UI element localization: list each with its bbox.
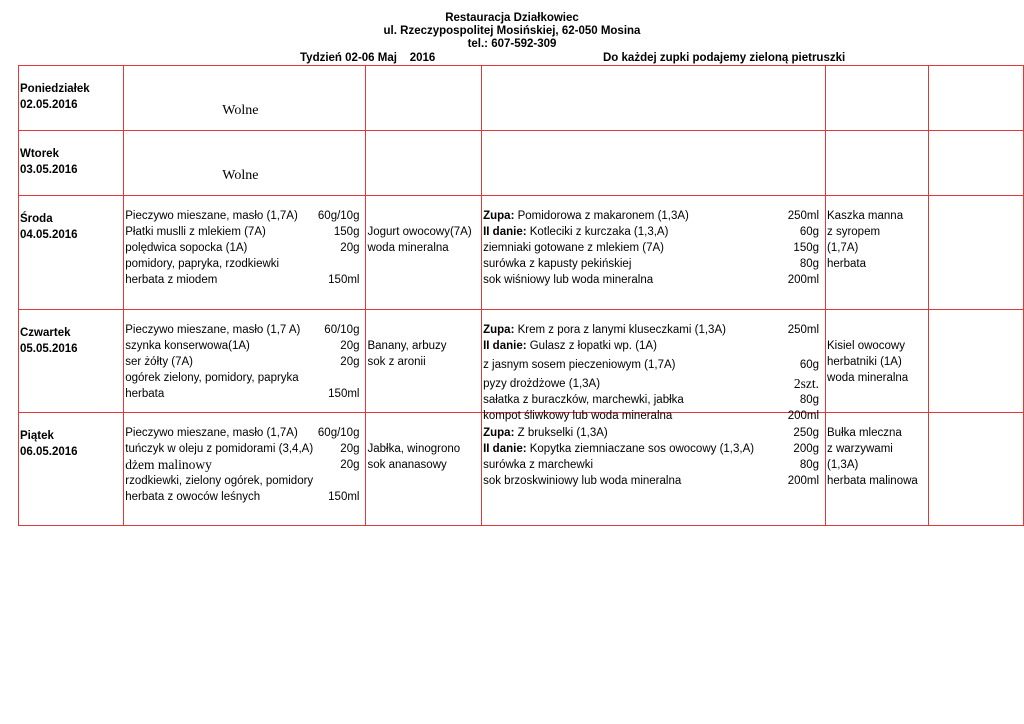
item-name: pomidory, papryka, rzodkiewki [125,258,280,270]
soup-note: Do każdej zupki podajemy zieloną pietruszki [603,52,846,64]
cell-content [124,196,365,309]
snack-cell [366,310,482,413]
day-name: Poniedziałek [20,83,90,95]
item-text: Pomidorowa z makaronem (1,3A) [514,210,689,222]
cell-content [482,196,825,309]
lunch-item [482,240,825,256]
dinner-item [826,441,928,457]
dinner-cell [826,196,929,310]
item-name [483,208,689,224]
breakfast-item [124,322,365,338]
cell-content [482,310,825,422]
dinner-item [826,425,928,441]
item-qty: 250ml [787,324,820,336]
breakfast-item [124,489,365,505]
dinner-item [826,240,928,256]
cell-content [19,310,123,412]
cell-content [366,131,481,195]
breakfast-item [124,256,365,272]
snack-item [366,240,481,256]
breakfast-item [124,473,365,489]
lunch-cell [482,196,826,310]
snack-cell [366,66,482,131]
item-name: Płatki muslli z mlekiem (7A) [125,226,266,238]
breakfast-item [124,386,365,402]
cell-content [366,413,481,525]
item-name: sok ananasowy [367,459,447,471]
lunch-item [482,272,825,288]
cell-content [929,131,1023,195]
lunch-cell [482,310,826,422]
item-text: surówka z marchewki [483,459,594,471]
cell-content [19,413,123,525]
item-name: polędwica sopocka (1A) [125,242,248,254]
cell-content [826,196,928,309]
item-qty: 20g [340,459,360,471]
cell-content [826,131,928,195]
day-row [19,413,1024,526]
item-name [483,322,726,338]
extra-cell [928,310,1023,413]
day-cell [19,66,124,131]
dinner-item [826,338,928,354]
breakfast-item [124,208,365,224]
item-name: herbata z owoców leśnych [125,491,261,503]
item-text: Z brukselki (1,3A) [514,427,608,439]
week-label: Tydzień 02-06 Maj 2016 [300,52,436,64]
lunch-item [482,392,825,408]
breakfast-cell [124,413,366,526]
cell-content [366,196,481,309]
cell-content [366,310,481,412]
cell-content [19,196,123,309]
day-label [19,413,123,460]
lunch-item [482,473,825,489]
item-qty: 150g [793,242,820,254]
free-day-label: Wolne [222,103,259,118]
snack-item [366,354,481,370]
cell-content [929,196,1023,309]
item-name: herbata [827,258,867,270]
item-name: z warzywami [827,443,893,455]
item-name: Banany, arbuzy [367,340,447,352]
day-label [19,131,123,178]
item-text: pyzy drożdżowe (1,3A) [483,378,601,390]
dinner-item [826,370,928,386]
cell-content [19,131,123,195]
item-qty: 80g [799,459,820,471]
lunch-cell [482,66,826,131]
snack-item [366,224,481,240]
day-row [19,310,1024,413]
lunch-item [482,457,825,473]
item-name [483,376,600,392]
lunch-item [482,322,825,338]
breakfast-item [124,457,365,473]
dinner-cell [826,66,929,131]
breakfast-cell [124,66,366,131]
breakfast-item [124,272,365,288]
item-text: surówka z kapusty pekińskiej [483,258,632,270]
item-name: woda mineralna [367,242,449,254]
extra-cell [928,66,1023,131]
item-name [483,392,684,408]
item-name [483,256,631,272]
breakfast-item [124,224,365,240]
dinner-item [826,354,928,370]
item-qty: 60/10g [324,324,360,336]
item-name [483,272,653,288]
item-qty: 80g [799,258,820,270]
item-qty: 150ml [328,274,360,286]
restaurant-name: Restauracja Działkowiec [445,12,579,24]
item-name: Pieczywo mieszane, masło (1,7 A) [125,324,301,336]
item-name: ogórek zielony, pomidory, papryka [125,372,299,384]
day-row [19,66,1024,131]
item-text: sok wiśniowy lub woda mineralna [483,274,654,286]
item-name [483,473,681,489]
item-qty: 60g [799,226,820,238]
item-name: (1,3A) [827,459,859,471]
day-date: 05.05.2016 [20,343,78,355]
lunch-cell [482,413,826,526]
item-name: szynka konserwowa(1A) [125,340,250,352]
item-qty: 250g [793,427,820,439]
cell-content [19,66,123,130]
course-label: II danie: [483,226,527,238]
day-cell [19,196,124,310]
item-qty: 200g [793,443,820,455]
restaurant-phone: tel.: 607-592-309 [467,38,557,50]
day-cell [19,131,124,196]
breakfast-item [124,338,365,354]
day-row [19,196,1024,310]
item-qty: 20g [340,340,360,352]
item-name: dżem malinowy [125,457,212,472]
day-date: 04.05.2016 [20,229,78,241]
snack-cell [366,196,482,310]
item-name: Jabłka, winogrono [367,443,461,455]
lunch-item [482,376,825,392]
breakfast-item [124,425,365,441]
cell-content [124,66,365,130]
lunch-item [482,256,825,272]
item-qty: 2szt. [793,376,820,391]
item-name: Jogurt owocowy(7A) [367,226,472,238]
item-name: tuńczyk w oleju z pomidorami (3,4,A) [125,443,314,455]
item-qty: 80g [799,394,820,406]
dinner-cell [826,131,929,196]
item-qty: 60g [799,359,820,371]
extra-cell [928,131,1023,196]
item-qty: 60g/10g [317,427,360,439]
item-name: sok z aronii [367,356,426,368]
menu-table [18,65,1024,526]
day-name: Czwartek [20,327,71,339]
item-name: herbatniki (1A) [827,356,902,368]
snack-item [366,441,481,457]
day-cell [19,310,124,413]
item-text: Gulasz z łopatki wp. (1A) [526,340,657,352]
item-qty: 150ml [328,388,360,400]
free-day-label: Wolne [222,168,259,183]
lunch-item [482,441,825,457]
cell-content [124,413,365,525]
day-label [19,66,123,113]
item-name: herbata z miodem [125,274,218,286]
cell-content [826,413,928,525]
course-label: II danie: [483,340,527,352]
dinner-item [826,457,928,473]
item-qty: 250ml [787,210,820,222]
cell-content [482,66,825,130]
cell-content [482,413,825,525]
cell-content [929,66,1023,130]
item-name: Bułka mleczna [827,427,902,439]
item-name [483,457,593,473]
snack-cell [366,131,482,196]
item-name [483,357,675,373]
item-name: Kisiel owocowy [827,340,905,352]
day-name: Wtorek [20,148,59,160]
cell-content [124,131,365,195]
day-name: Środa [20,213,53,225]
item-text: sok brzoskwiniowy lub woda mineralna [483,475,682,487]
item-text: ziemniaki gotowane z mlekiem (7A) [483,242,664,254]
lunch-cell [482,131,826,196]
item-text: Kotleciki z kurczaka (1,3,A) [526,226,669,238]
item-name [483,441,754,457]
day-cell [19,413,124,526]
day-name: Piątek [20,430,54,442]
lunch-item [482,357,825,373]
cell-content [826,66,928,130]
dinner-cell [826,413,929,526]
item-name: Pieczywo mieszane, masło (1,7A) [125,210,298,222]
item-text: Kopytka ziemniaczane sos owocowy (1,3,A) [526,443,755,455]
item-name: woda mineralna [827,372,909,384]
item-text: Krem z pora z lanymi kluseczkami (1,3A) [514,324,726,336]
lunch-item [482,208,825,224]
item-qty: 20g [340,356,360,368]
dinner-item [826,208,928,224]
item-name: herbata malinowa [827,475,918,487]
cell-content [366,66,481,130]
breakfast-item [124,354,365,370]
item-qty: 20g [340,443,360,455]
item-name: rzodkiewki, zielony ogórek, pomidory [125,475,314,487]
item-name [483,240,664,256]
item-qty: 200ml [787,410,820,422]
lunch-item [482,338,825,354]
item-text: z jasnym sosem pieczeniowym (1,7A) [483,359,676,371]
item-name: (1,7A) [827,242,859,254]
item-qty: 20g [340,242,360,254]
restaurant-address: ul. Rzeczypospolitej Mosińskiej, 62-050 Mosina [383,25,641,37]
item-text: sałatka z buraczków, marchewki, jabłka [483,394,684,406]
extra-cell [928,196,1023,310]
cell-content [482,131,825,195]
cell-content [124,310,365,412]
dinner-item [826,473,928,489]
item-qty: 200ml [787,475,820,487]
snack-item [366,338,481,354]
day-date: 03.05.2016 [20,164,78,176]
dinner-item [826,256,928,272]
cell-content [929,310,1023,412]
item-text: kompot śliwkowy lub woda mineralna [483,410,673,422]
item-qty: 150g [333,226,360,238]
breakfast-cell [124,310,366,413]
course-label: Zupa: [483,427,515,439]
snack-cell [366,413,482,526]
day-date: 02.05.2016 [20,99,78,111]
lunch-item [482,425,825,441]
item-qty: 150ml [328,491,360,503]
snack-item [366,457,481,473]
item-name [483,338,657,354]
item-qty: 200ml [787,274,820,286]
course-label: II danie: [483,443,527,455]
day-date: 06.05.2016 [20,446,78,458]
day-label [19,196,123,243]
cell-content [826,310,928,412]
item-name: Pieczywo mieszane, masło (1,7A) [125,427,298,439]
breakfast-item [124,370,365,386]
breakfast-item [124,240,365,256]
course-label: Zupa: [483,210,515,222]
lunch-item [482,224,825,240]
item-name: ser żółty (7A) [125,356,193,368]
cell-content [929,413,1023,525]
day-row [19,131,1024,196]
item-qty: 60g/10g [317,210,360,222]
item-name [483,224,668,240]
course-label: Zupa: [483,324,515,336]
breakfast-cell [124,196,366,310]
dinner-cell [826,310,929,413]
breakfast-item [124,441,365,457]
day-label [19,310,123,357]
item-name: z syropem [827,226,881,238]
item-name: Kaszka manna [827,210,904,222]
extra-cell [928,413,1023,526]
breakfast-cell [124,131,366,196]
dinner-item [826,224,928,240]
item-name: herbata [125,388,165,400]
item-name [483,425,608,441]
